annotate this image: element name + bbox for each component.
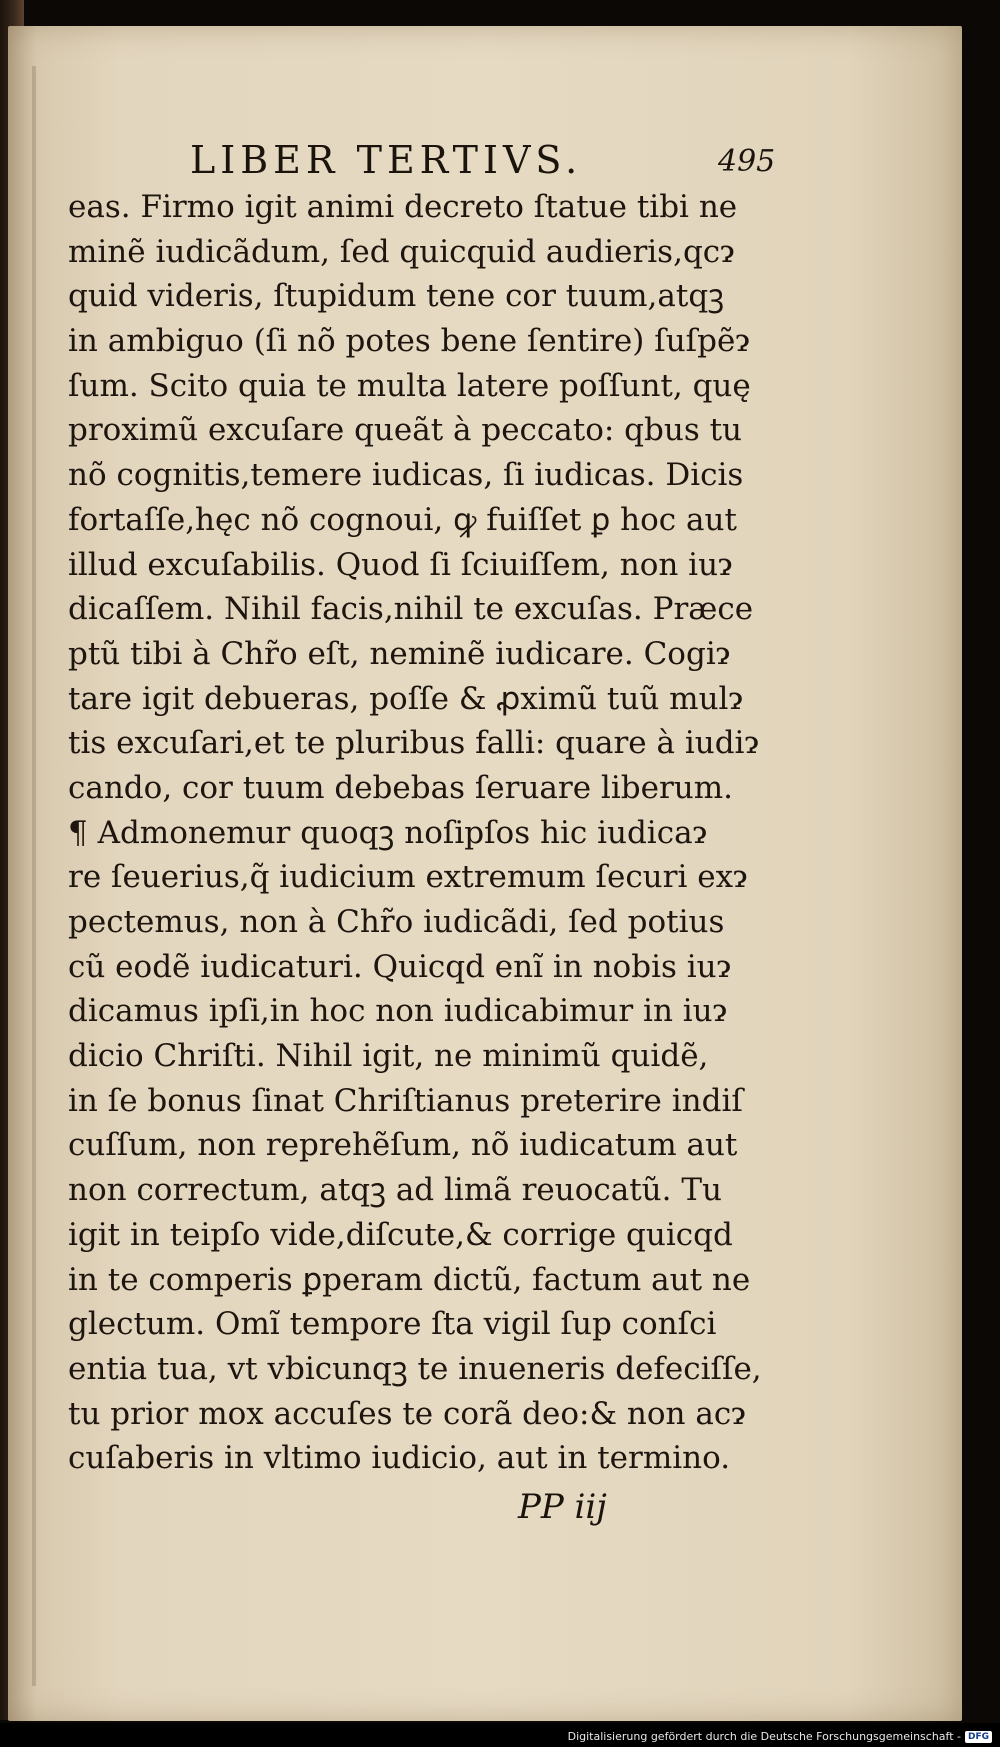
body-text: [68, 185, 768, 1481]
text-line: dicio Chriſti. Nihil igit, ne minimũ quidẽ,: [68, 1038, 709, 1075]
signature-mark: PP iij: [518, 1487, 607, 1527]
text-line: dicaſſem. Nihil facis,nihil te excuſas. Præce: [68, 591, 754, 628]
page-gutter-shadow: [32, 66, 36, 1686]
text-line: in ſe bonus ſinat Chriſtianus preterire indiſ: [68, 1082, 743, 1119]
text-line: tu prior mox accuſes te corã deo:& non acɂ: [68, 1395, 746, 1432]
text-line: entia tua, vt vbicunqꝫ te inueneris defeciſſe,: [68, 1350, 762, 1387]
footer-bar: [0, 1723, 1000, 1747]
text-line: re ſeuerius,q̃ iudicium extremum ſecuri exɂ: [68, 859, 748, 896]
text-line: illud excuſabilis. Quod ſi ſciuiſſem, non iuɂ: [68, 546, 733, 583]
text-line: in te comperis ꝑperam dictũ, factum aut ne: [68, 1261, 751, 1298]
text-line: nõ cognitis,temere iudicas, ſi iudicas. Dicis: [68, 457, 744, 494]
text-line: cuſſum, non reprehẽſum, nõ iudicatum aut: [68, 1127, 738, 1164]
text-line: ptũ tibi à Chr̃o eſt, neminẽ iudicare. Cogiɂ: [68, 635, 731, 672]
footer-credit: [568, 1730, 992, 1743]
text-line: glectum. Omĩ tempore ſta vigil ſup conſci: [68, 1306, 717, 1343]
text-line: dicamus ipſi,in hoc non iudicabimur in iuɂ: [68, 993, 728, 1030]
text-line: cando, cor tuum debebas ſeruare liberum.: [68, 769, 733, 806]
text-line: cũ eodẽ iudicaturi. Quicqd enĩ in nobis iuɂ: [68, 948, 732, 985]
text-line: minẽ iudicãdum, ſed quicquid audieris,qcɂ: [68, 233, 735, 270]
text-line: igit in teipſo vide,diſcute,& corrige quicqd: [68, 1216, 733, 1253]
text-line: non correctum, atqꝫ ad limã reuocatũ. Tu: [68, 1172, 722, 1209]
text-line: in ambiguo (ſi nõ potes bene ſentire) ſuſpẽɂ: [68, 323, 750, 360]
dfg-logo-icon: DFG: [965, 1731, 992, 1743]
text-line: ¶ Admonemur quoqꝫ noſipſos hic iudicaɂ: [68, 814, 707, 851]
text-line: ſum. Scito quia te multa latere poſſunt, quę: [68, 367, 751, 404]
text-line: quid videris, ſtupidum tene cor tuum,atqꝫ: [68, 278, 725, 315]
text-line: proximũ excuſare queãt à peccato: qbus tu: [68, 412, 743, 449]
text-line: tis excuſari,et te pluribus falli: quare à iudiɂ: [68, 725, 759, 762]
credit-text: Digitalisierung gefördert durch die Deutsche Forschungsgemeinschaft -: [567, 1730, 961, 1743]
text-line: tare igit debueras, poſſe & ꝓximũ tuũ mulɂ: [68, 680, 743, 717]
text-line: eas. Firmo igit animi decreto ſtatue tibi ne: [68, 189, 738, 225]
running-head: LIBER TERTIVS.: [190, 138, 583, 182]
text-line: cuſaberis in vltimo iudicio, aut in termino.: [68, 1440, 731, 1477]
text-line: pectemus, non à Chr̃o iudicãdi, ſed potius: [68, 904, 725, 940]
text-line: fortaſſe,hęc nõ cognoui, ꝙ fuiſſet ꝑ hoc aut: [68, 501, 737, 538]
folio-number: 495: [718, 144, 776, 179]
